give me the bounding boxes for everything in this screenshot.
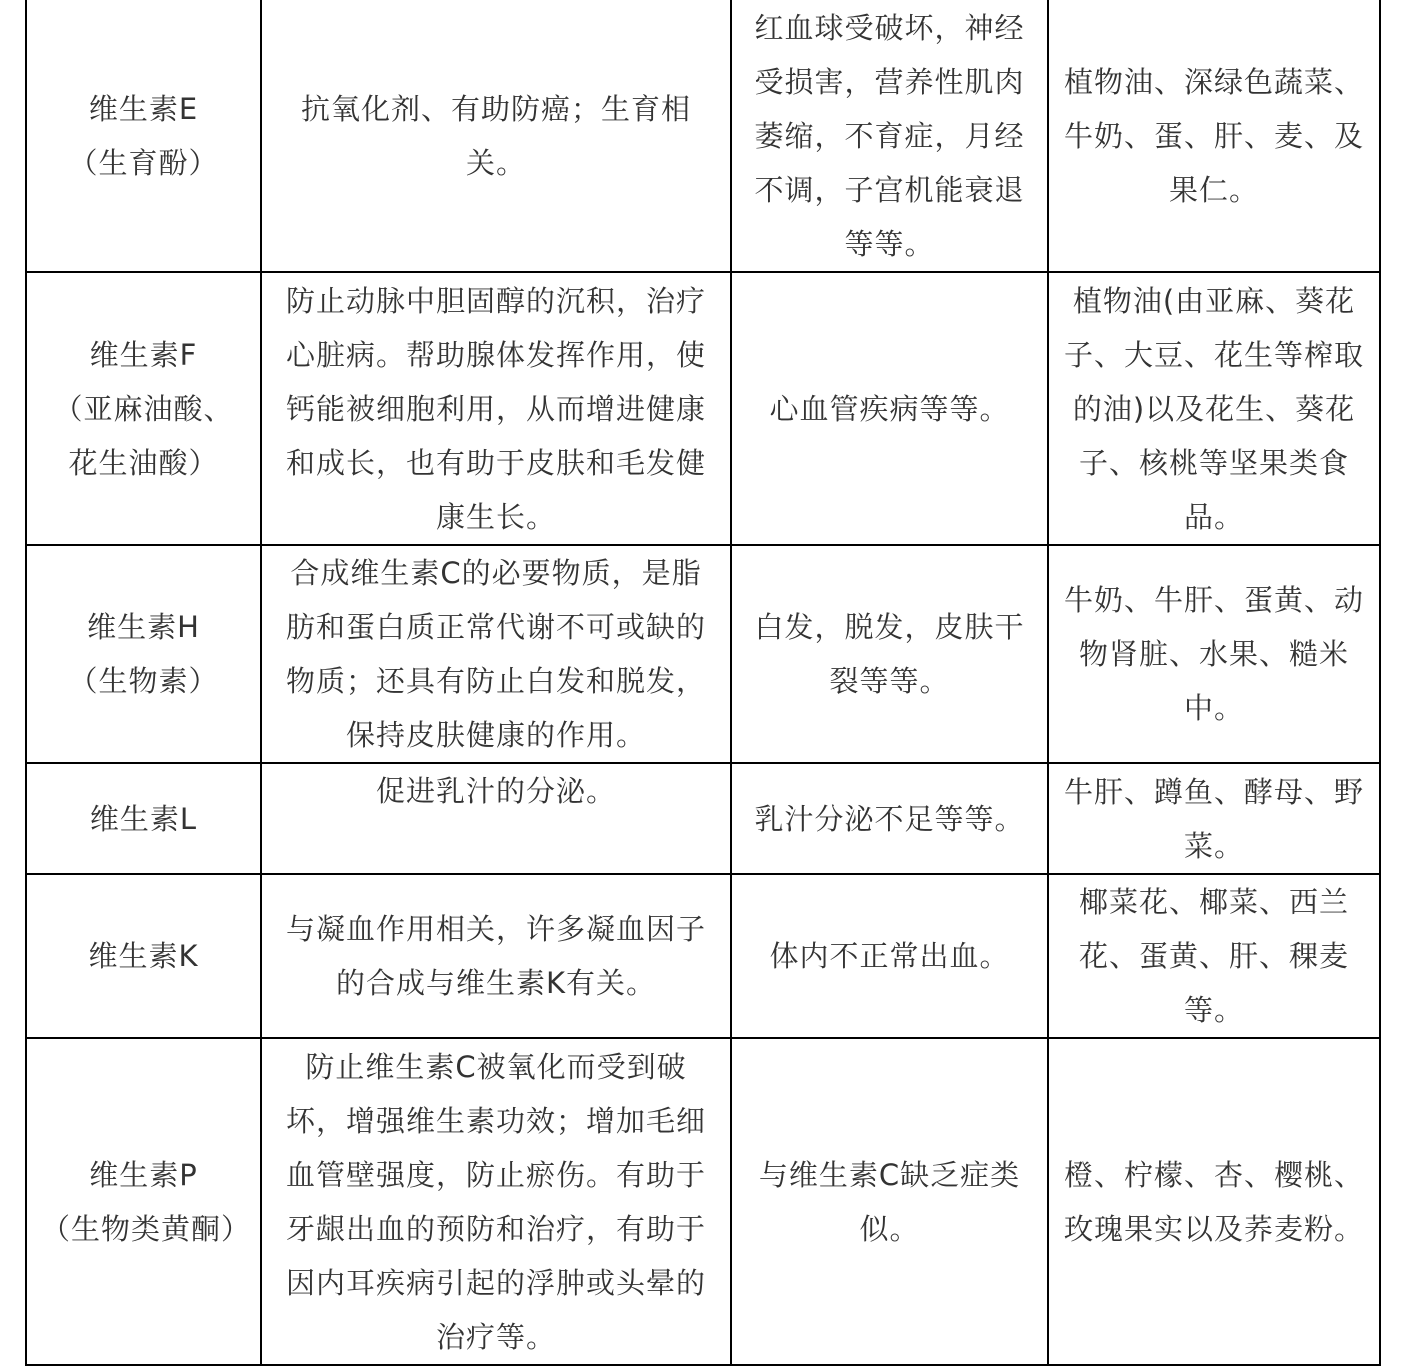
sources-cell: 植物油(由亚麻、葵花子、大豆、花生等榨取的油)以及花生、葵花子、核桃等坚果类食品。 — [1048, 272, 1380, 545]
sources-cell: 牛奶、牛肝、蛋黄、动物肾脏、水果、糙米中。 — [1048, 545, 1380, 763]
function-cell: 与凝血作用相关，许多凝血因子的合成与维生素K有关。 — [261, 874, 731, 1038]
sources-cell: 牛肝、蹲鱼、酵母、野菜。 — [1048, 763, 1380, 874]
vitamin-name: 维生素P — [89, 1157, 198, 1192]
vitamin-name: 维生素L — [89, 801, 198, 836]
sources-cell: 椰菜花、椰菜、西兰花、蛋黄、肝、稞麦等。 — [1048, 874, 1380, 1038]
vitamin-name-cell — [26, 272, 261, 545]
deficiency-cell: 白发，脱发，皮肤干裂等等。 — [731, 545, 1048, 763]
sources-cell: 植物油、深绿色蔬菜、牛奶、蛋、肝、麦、及果仁。 — [1048, 0, 1380, 272]
vitamin-name-cell — [26, 1038, 261, 1365]
deficiency-cell: 乳汁分泌不足等等。 — [731, 763, 1048, 874]
vitamin-name-cell — [26, 0, 261, 272]
vitamin-alias: （生物素） — [68, 664, 219, 698]
deficiency-cell: 与维生素C缺乏症类似。 — [731, 1038, 1048, 1365]
function-cell: 抗氧化剂、有助防癌；生育相关。 — [261, 0, 731, 272]
deficiency-cell: 红血球受破坏，神经受损害，营养性肌肉萎缩，不育症，月经不调，子宫机能衰退等等。 — [731, 0, 1048, 272]
function-cell: 合成维生素C的必要物质，是脂肪和蛋白质正常代谢不可或缺的物质；还具有防止白发和脱发，保持皮肤健康的作用。 — [261, 545, 731, 763]
table-row — [26, 0, 1380, 272]
deficiency-cell: 心血管疾病等等。 — [731, 272, 1048, 545]
vitamin-name: 维生素H — [87, 610, 200, 644]
vitamin-name-cell — [26, 874, 261, 1038]
vitamin-name: 维生素E — [88, 91, 199, 126]
function-cell: 促进乳汁的分泌。 — [261, 763, 731, 874]
deficiency-cell: 体内不正常出血。 — [731, 874, 1048, 1038]
table-row — [26, 272, 1380, 545]
vitamin-name: 维生素K — [88, 939, 199, 973]
table-row — [26, 1038, 1380, 1365]
table-row — [26, 874, 1380, 1038]
vitamin-alias: （亚麻油酸、花生油酸） — [53, 391, 234, 480]
table-row — [26, 545, 1380, 763]
vitamin-name: 维生素F — [89, 337, 198, 372]
vitamin-table — [25, 0, 1381, 1366]
vitamin-alias: （生育酚） — [68, 145, 219, 180]
vitamin-alias: （生物类黄酮） — [41, 1211, 252, 1246]
table-row — [26, 763, 1380, 874]
function-cell: 防止动脉中胆固醇的沉积，治疗心脏病。帮助腺体发挥作用，使钙能被细胞利用，从而增进健康和成长，也有助于皮肤和毛发健康生长。 — [261, 272, 731, 545]
function-cell: 防止维生素C被氧化而受到破坏，增强维生素功效；增加毛细血管壁强度，防止瘀伤。有助于牙龈出血的预防和治疗，有助于因内耳疾病引起的浮肿或头晕的治疗等。 — [261, 1038, 731, 1365]
vitamin-name-cell — [26, 545, 261, 763]
vitamin-name-cell — [26, 763, 261, 874]
sources-cell: 橙、柠檬、杏、樱桃、玫瑰果实以及荞麦粉。 — [1048, 1038, 1380, 1365]
